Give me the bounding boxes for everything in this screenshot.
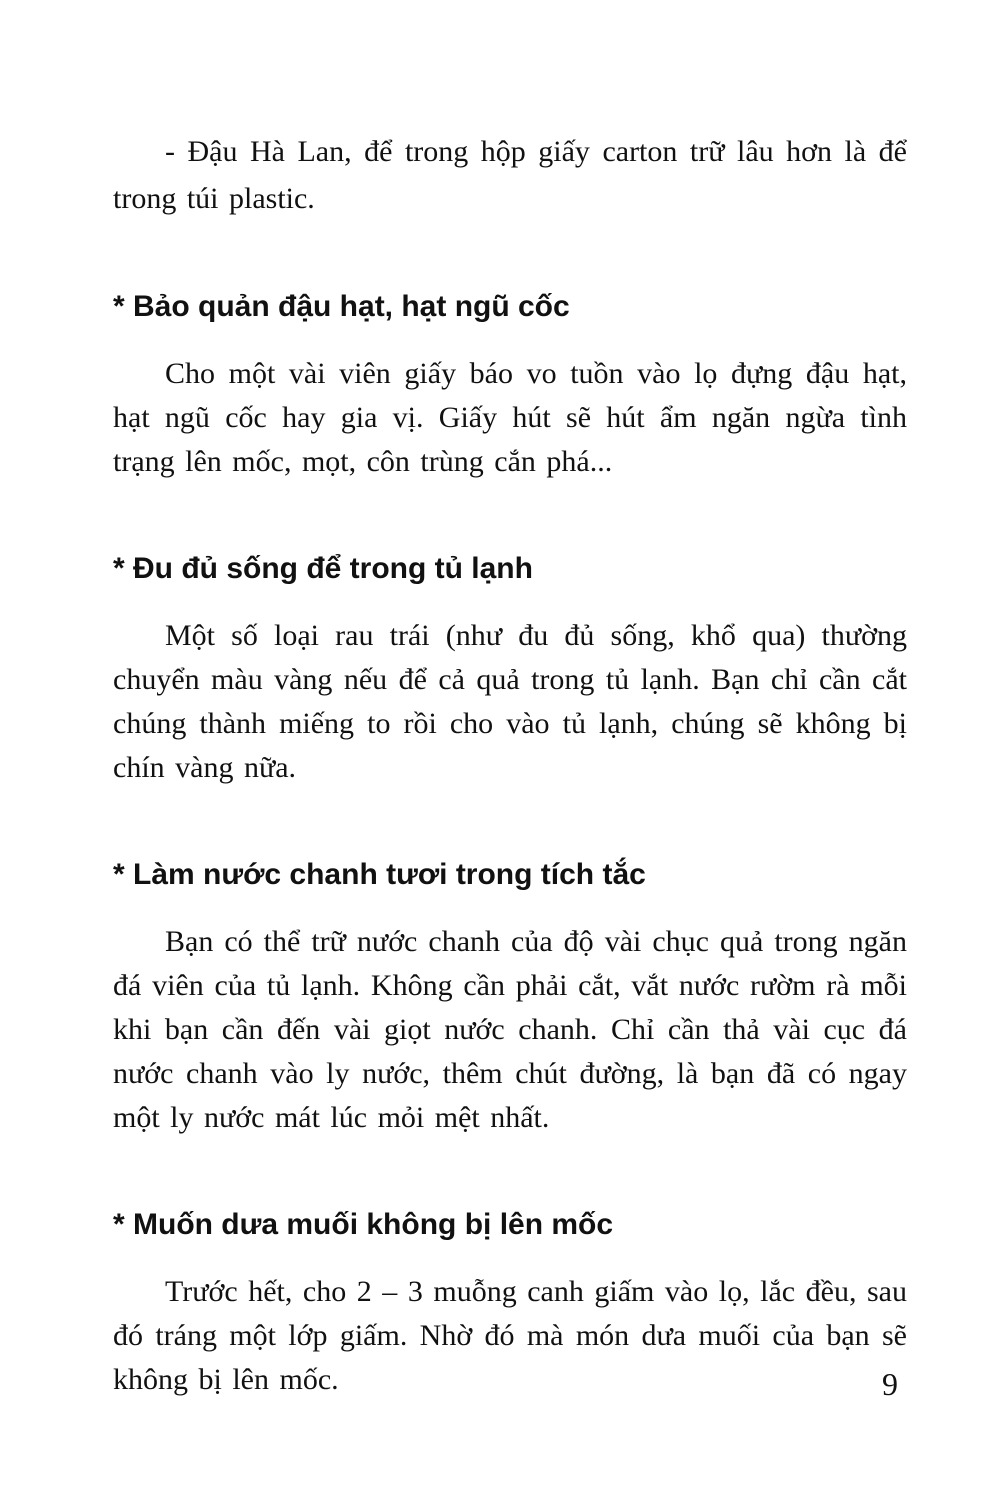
section-paragraph: Cho một vài viên giấy báo vo tuồn vào lọ đựng đậu hạt, hạt ngũ cốc hay gia vị. Giấy hút sẽ hút ẩm ngăn ngừa tình trạng lên mốc, mọt, côn trùng cắn phá... xyxy=(113,357,907,478)
section-paragraph: Bạn có thể trữ nước chanh của độ vài chục quả trong ngăn đá viên của tủ lạnh. Không cần phải cắt, vắt nước rườm rà mỗi khi bạn cần đến vài giọt nước chanh. Chỉ cần thả vài cục đá nước chanh vào ly nước, thêm chút đường, là bạn đã có ngay một ly nước mát lúc mỏi mệt nhất. xyxy=(113,925,907,1134)
section-nuoc-chanh-tuoi xyxy=(113,856,907,1140)
section-paragraph: Một số loại rau trái (như đu đủ sống, khổ qua) thường chuyển màu vàng nếu để cả quả trong tủ lạnh. Bạn chỉ cần cắt chúng thành miếng to rồi cho vào tủ lạnh, chúng sẽ không bị chín vàng nữa. xyxy=(113,619,907,784)
section-heading: * Bảo quản đậu hạt, hạt ngũ cốc xyxy=(113,290,570,323)
section-dua-muoi xyxy=(113,1206,907,1402)
page-content xyxy=(113,128,907,1402)
intro-paragraph: - Đậu Hà Lan, để trong hộp giấy carton trữ lâu hơn là để trong túi plastic. xyxy=(113,135,907,215)
section-heading: * Đu đủ sống để trong tủ lạnh xyxy=(113,552,533,585)
section-bao-quan-dau-hat xyxy=(113,288,907,484)
section-du-du-song xyxy=(113,550,907,790)
page-number: 9 xyxy=(882,1366,898,1402)
section-heading: * Làm nước chanh tươi trong tích tắc xyxy=(113,858,646,891)
section-heading: * Muốn dưa muối không bị lên mốc xyxy=(113,1208,614,1241)
section-paragraph: Trước hết, cho 2 – 3 muỗng canh giấm vào lọ, lắc đều, sau đó tráng một lớp giấm. Nhờ đó mà món dưa muối của bạn sẽ không bị lên mốc. xyxy=(113,1275,907,1396)
